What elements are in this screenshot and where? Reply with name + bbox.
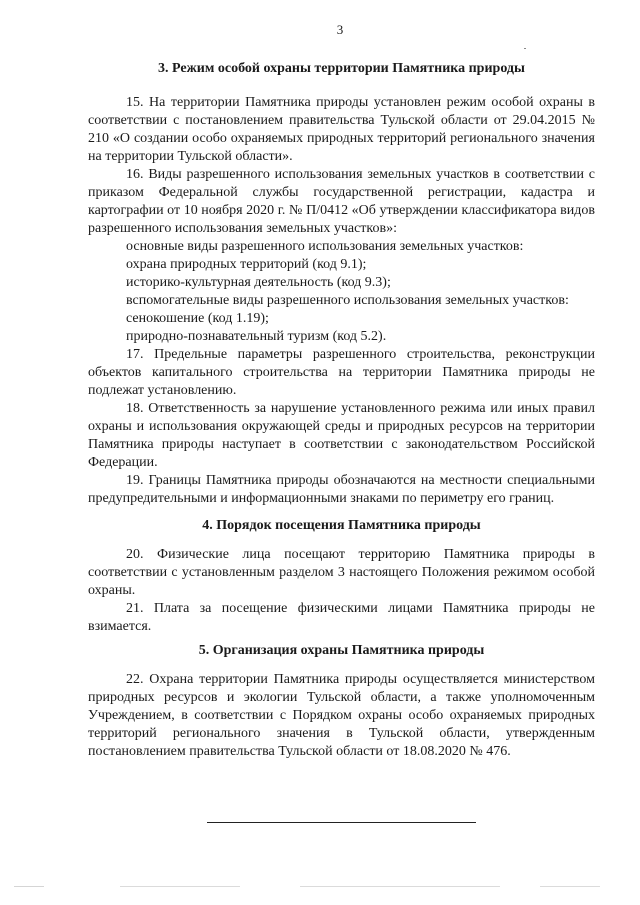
land-use-code-9-3: историко-культурная деятельность (код 9.3); bbox=[126, 275, 391, 290]
scan-speck bbox=[120, 886, 240, 887]
land-use-auxiliary-types: вспомогательные виды разрешенного использования земельных участков: bbox=[126, 293, 569, 308]
scan-speck bbox=[524, 48, 526, 49]
paragraph-16: 16. Виды разрешенного использования земельных участков в соответствии с приказом Федеральной службы государственной регистрации, кадастра и картографии от 10 ноября 2020 г. № П/0412 «Об утверждении классификатора видов разрешенного использования земельных участков»: bbox=[88, 167, 595, 236]
land-use-main-types: основные виды разрешенного использования земельных участков: bbox=[126, 239, 524, 254]
paragraph-21: 21. Плата за посещение физическими лицами Памятника природы не взимается. bbox=[88, 601, 595, 634]
land-use-code-5-2: природно-познавательный туризм (код 5.2). bbox=[126, 329, 387, 344]
paragraph-15: 15. На территории Памятника природы установлен режим особой охраны в соответствии с постановлением правительства Тульской области от 29.04.2015 № 210 «О создании особо охраняемых природных территорий регионального значения на территории Тульской области». bbox=[88, 95, 595, 164]
paragraph-18: 18. Ответственность за нарушение установленного режима или иных правил охраны и использования окружающей среды и природных ресурсов на территории Памятника природы наступает в соответствии с законодательством Российской Федерации. bbox=[88, 401, 595, 470]
paragraph-20: 20. Физические лица посещают территорию Памятника природы в соответствии с установленным разделом 3 настоящего Положения режимом особой охраны. bbox=[88, 547, 595, 598]
land-use-code-9-1: охрана природных территорий (код 9.1); bbox=[126, 257, 367, 272]
paragraph-17: 17. Предельные параметры разрешенного строительства, реконструкции объектов капитального строительства на территории Памятника природы не подлежат установлению. bbox=[88, 347, 595, 398]
section-4-heading: 4. Порядок посещения Памятника природы bbox=[202, 518, 481, 533]
closing-rule bbox=[207, 822, 476, 823]
section-3-heading: 3. Режим особой охраны территории Памятника природы bbox=[158, 61, 525, 76]
paragraph-19: 19. Границы Памятника природы обозначаются на местности специальными предупредительными и информационными знаками по периметру его границ. bbox=[88, 473, 595, 506]
land-use-code-1-19: сенокошение (код 1.19); bbox=[126, 311, 269, 326]
scan-speck bbox=[540, 886, 600, 887]
scan-speck bbox=[14, 886, 44, 887]
document-body bbox=[88, 60, 595, 761]
page-number: 3 bbox=[336, 22, 344, 37]
scan-speck bbox=[300, 886, 500, 887]
paragraph-22: 22. Охрана территории Памятника природы осуществляется министерством природных ресурсов и экологии Тульской области, а также уполномоченным Учреждением, в соответствии с Порядком охраны особо охраняемых природных территорий регионального значения в Тульской области, утвержденным постановлением правительства Тульской области от 18.08.2020 № 476. bbox=[88, 672, 595, 759]
section-5-heading: 5. Организация охраны Памятника природы bbox=[198, 643, 485, 658]
